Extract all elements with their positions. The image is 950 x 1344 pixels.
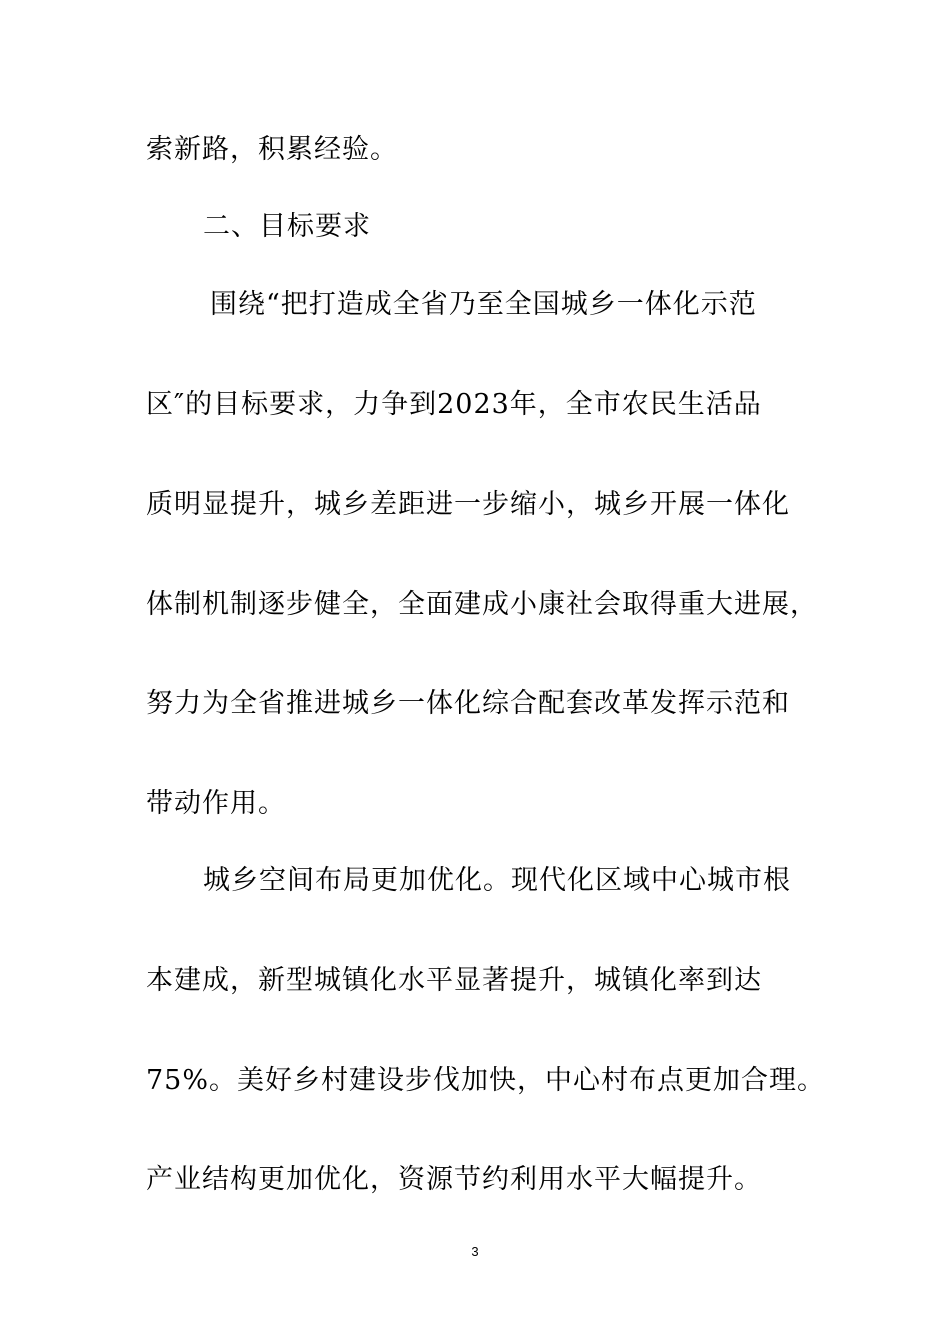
text-line-7: 努力为全省推进城乡一体化综合配套改革发挥示范和 [146,688,790,719]
text-line-6: 体制机制逐步健全，全面建成小康社会取得重大进展， [146,589,818,620]
page-number: 3 [471,1244,479,1259]
text-line-9: 城乡空间布局更加优化。现代化区域中心城市根 [203,865,791,896]
text-line-3: 围绕“把打造成全省乃至全国城乡一体化示范 [210,289,757,320]
text-line-4: 区″的目标要求，力争到2023年，全市农民生活品 [146,389,762,420]
section-heading: 二、目标要求 [203,211,371,242]
text-line-1: 索新路，积累经验。 [146,134,398,165]
text-line-12: 产业结构更加优化，资源节约利用水平大幅提升。 [146,1164,762,1195]
text-line-10: 本建成，新型城镇化水平显著提升，城镇化率到达 [146,965,762,996]
text-line-8: 带动作用。 [146,788,286,819]
text-line-11: 75%。美好乡村建设步伐加快，中心村布点更加合理。 [146,1065,826,1096]
text-line-5: 质明显提升，城乡差距进一步缩小，城乡开展一体化 [146,489,790,520]
